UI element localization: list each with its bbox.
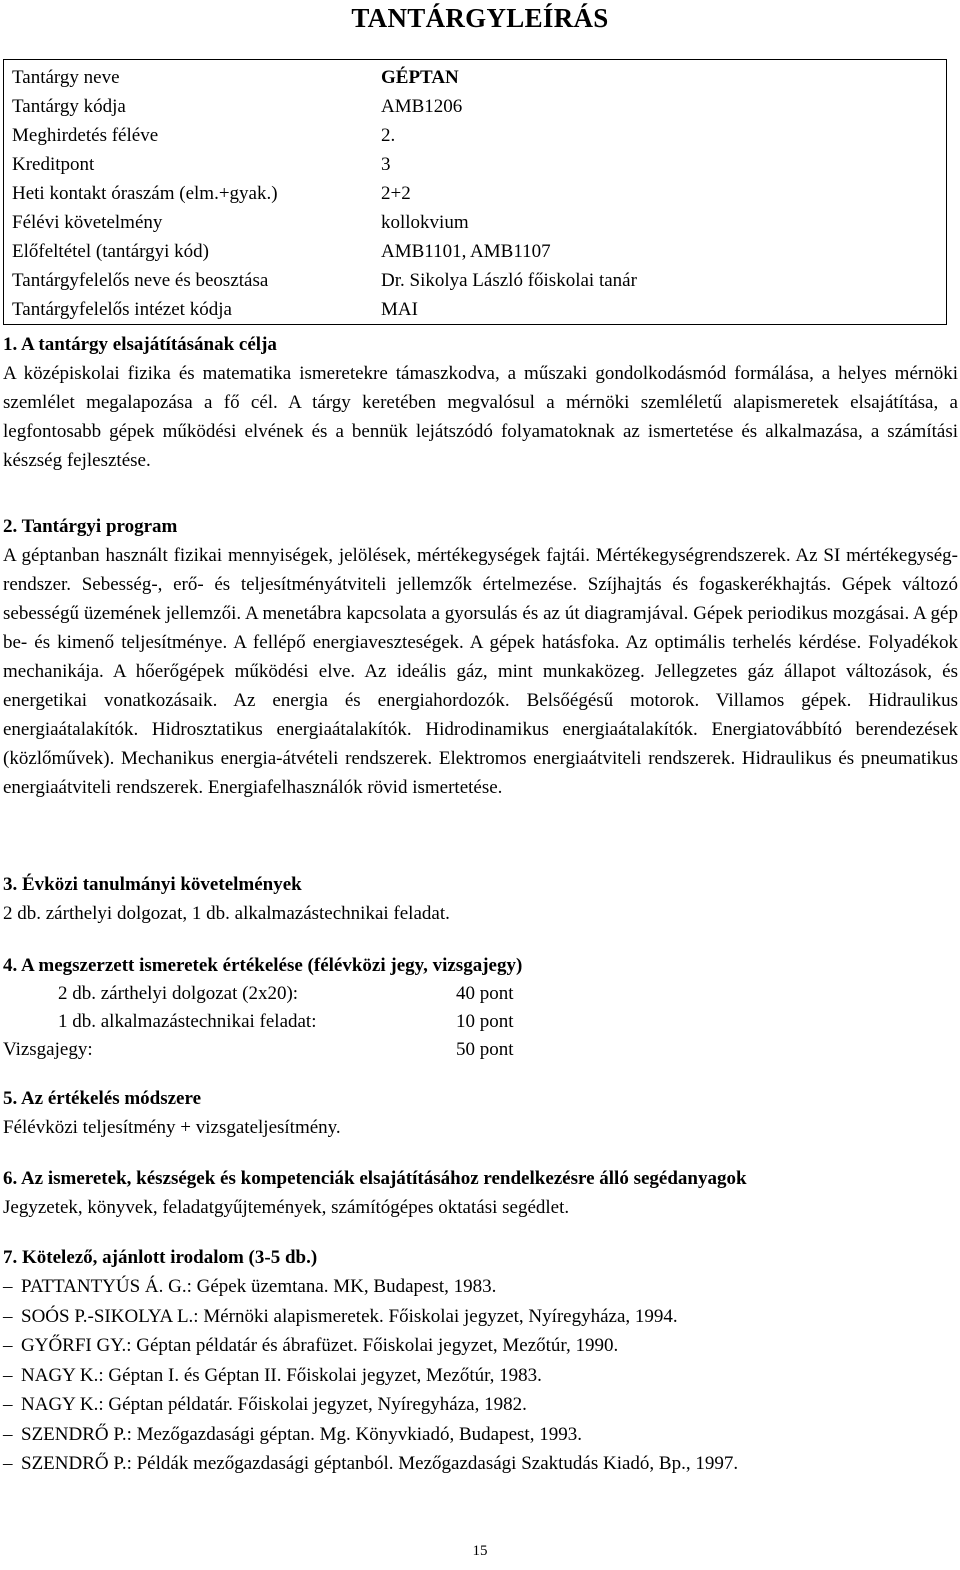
- dash-bullet: –: [3, 1364, 13, 1386]
- eval-row: [3, 1036, 958, 1064]
- literature-item: [3, 1420, 958, 1450]
- info-value: MAI: [381, 299, 418, 320]
- literature-text: PATTANTYÚS Á. G.: Gépek üzemtana. MK, Budapest, 1983.: [21, 1276, 497, 1297]
- section-requirements: [3, 870, 958, 928]
- literature-text: SOÓS P.-SIKOLYA L.: Mérnöki alapismeretek. Főiskolai jegyzet, Nyíregyháza, 1994.: [21, 1305, 678, 1327]
- info-row-requirement: [4, 208, 946, 237]
- page-title: TANTÁRGYLEÍRÁS: [351, 3, 609, 33]
- literature-text: SZENDRŐ P.: Mezőgazdasági géptan. Mg. Könyvkiadó, Budapest, 1993.: [21, 1423, 582, 1445]
- literature-item: [3, 1302, 958, 1332]
- section-literature: [3, 1243, 958, 1479]
- eval-points: 40 pont: [456, 983, 514, 1004]
- literature-text: NAGY K.: Géptan I. és Géptan II. Főiskolai jegyzet, Mezőtúr, 1983.: [21, 1364, 542, 1386]
- eval-points: 10 pont: [456, 1011, 514, 1032]
- section-text: Félévközi teljesítmény + vizsgateljesítmény.: [3, 1117, 341, 1138]
- section-heading: 2. Tantárgyi program: [3, 516, 178, 537]
- eval-label: 2 db. zárthelyi dolgozat (2x20):: [58, 983, 299, 1004]
- info-value: Dr. Sikolya László főiskolai tanár: [381, 270, 637, 291]
- literature-text: GYŐRFI GY.: Géptan példatár és ábrafüzet. Főiskolai jegyzet, Mezőtúr, 1990.: [21, 1335, 619, 1356]
- info-value: GÉPTAN: [381, 67, 459, 88]
- literature-item: [3, 1272, 958, 1302]
- info-label: Tantárgy neve: [12, 67, 120, 88]
- dash-bullet: –: [3, 1423, 13, 1445]
- info-value: 3: [381, 154, 391, 175]
- section-heading: 5. Az értékelés módszere: [3, 1088, 202, 1109]
- info-label: Kreditpont: [12, 154, 95, 175]
- section-heading: 7. Kötelező, ajánlott irodalom (3-5 db.): [3, 1247, 318, 1268]
- eval-row: [3, 980, 958, 1008]
- section-text: A géptanban használt fizikai mennyiségek, jelölések, mértékegységek fajtái. Mértékegységrendszerek. Az SI mértékegység-rendszer. Sebesség-, erő- és teljesítményátviteli jellemzők értelmezése. Szíjhajtás és fogaskerékhajtás. Gépek változó sebességű üzemének jellemzői. A menetábra kapcsolata a gyorsulás és az út diagramjával. Gépek periodikus mozgásai. A gép be- és kimenő teljesítménye. A fellépő energiaveszteségek. A gépek hatásfoka. Az optimális terhelés kérdése. Folyadékok mechanikája. A hőerőgépek működési elve. Az ideális gáz, mint munkaközeg. Jellegzetes gáz állapot változások, és energetikai vonatkozásaik. Az energia és energiahordozók. Belsőégésű motorok. Villamos gépek. Hidraulikus energiaátalakítók. Hidrosztatikus energiaátalakítók. Hidrodinamikus energiaátalakítók. Energiatovábbító berendezések (közlőművek). Mechanikus energia-átvételi rendszerek. Elektromos energiaátviteli rendszerek. Hidraulikus és pneumatikus energiaátviteli rendszerek. Energiafelhasználók rövid ismertetése.: [3, 545, 958, 798]
- dash-bullet: –: [3, 1335, 13, 1356]
- section-goal: [3, 330, 958, 475]
- dash-bullet: –: [3, 1394, 13, 1415]
- info-row-name: [4, 63, 946, 92]
- literature-item: [3, 1449, 958, 1479]
- eval-points: 50 pont: [456, 1039, 514, 1060]
- dash-bullet: –: [3, 1305, 13, 1327]
- info-label: Tantárgyfelelős neve és beosztása: [12, 270, 269, 291]
- info-value: AMB1101, AMB1107: [381, 241, 551, 262]
- info-label: Tantárgyfelelős intézet kódja: [12, 299, 232, 320]
- info-row-prerequisite: [4, 237, 946, 266]
- section-text: A középiskolai fizika és matematika ismeretekre támaszkodva, a műszaki gondolkodásmód formálása, a helyes mérnöki szemlélet megalapozása a fő cél. A tárgy keretében megvalósul a mérnöki szemléletű alapismeretek elsajátítása, a legfontosabb gépek működési elvének és a bennük lejátszódó folyamatoknak az ismertetése és alkalmazása, a számítási készség fejlesztése.: [3, 363, 958, 471]
- section-method: [3, 1084, 958, 1142]
- literature-item: [3, 1361, 958, 1391]
- literature-item: [3, 1331, 958, 1361]
- section-materials: [3, 1164, 958, 1222]
- subject-info-table: [3, 59, 947, 325]
- info-row-semester: [4, 121, 946, 150]
- literature-text: SZENDRŐ P.: Példák mezőgazdasági géptanból. Mezőgazdasági Szaktudás Kiadó, Bp., 1997.: [21, 1453, 739, 1474]
- info-value: 2.: [381, 125, 396, 146]
- info-value: kollokvium: [381, 212, 469, 233]
- section-program: [3, 512, 958, 802]
- section-evaluation: [3, 951, 958, 1064]
- info-row-hours: [4, 179, 946, 208]
- section-text: Jegyzetek, könyvek, feladatgyűjtemények, számítógépes oktatási segédlet.: [3, 1197, 570, 1218]
- dash-bullet: –: [3, 1276, 13, 1297]
- info-label: Meghirdetés féléve: [12, 125, 159, 146]
- info-value: 2+2: [381, 183, 411, 204]
- info-label: Félévi követelmény: [12, 212, 163, 233]
- eval-row: [3, 1008, 958, 1036]
- info-row-credit: [4, 150, 946, 179]
- section-heading: 1. A tantárgy elsajátításának célja: [3, 334, 277, 355]
- eval-label: Vizsgajegy:: [3, 1039, 93, 1060]
- section-heading: 4. A megszerzett ismeretek értékelése (félévközi jegy, vizsgajegy): [3, 955, 523, 976]
- dash-bullet: –: [3, 1453, 13, 1474]
- eval-label: 1 db. alkalmazástechnikai feladat:: [58, 1011, 317, 1032]
- info-label: Tantárgy kódja: [12, 96, 126, 117]
- info-value: AMB1206: [381, 96, 463, 117]
- info-label: Előfeltétel (tantárgyi kód): [12, 241, 209, 262]
- info-row-code: [4, 92, 946, 121]
- literature-item: [3, 1390, 958, 1420]
- section-heading: 6. Az ismeretek, készségek és kompetenciák elsajátításához rendelkezésre álló segédanyagok: [3, 1168, 747, 1189]
- section-heading: 3. Évközi tanulmányi követelmények: [3, 874, 302, 895]
- info-row-responsible: [4, 266, 946, 295]
- section-text: 2 db. zárthelyi dolgozat, 1 db. alkalmazástechnikai feladat.: [3, 903, 450, 924]
- info-row-institute: [4, 295, 946, 324]
- page-number: 15: [472, 1543, 488, 1559]
- literature-text: NAGY K.: Géptan példatár. Főiskolai jegyzet, Nyíregyháza, 1982.: [21, 1394, 527, 1415]
- info-label: Heti kontakt óraszám (elm.+gyak.): [12, 183, 278, 204]
